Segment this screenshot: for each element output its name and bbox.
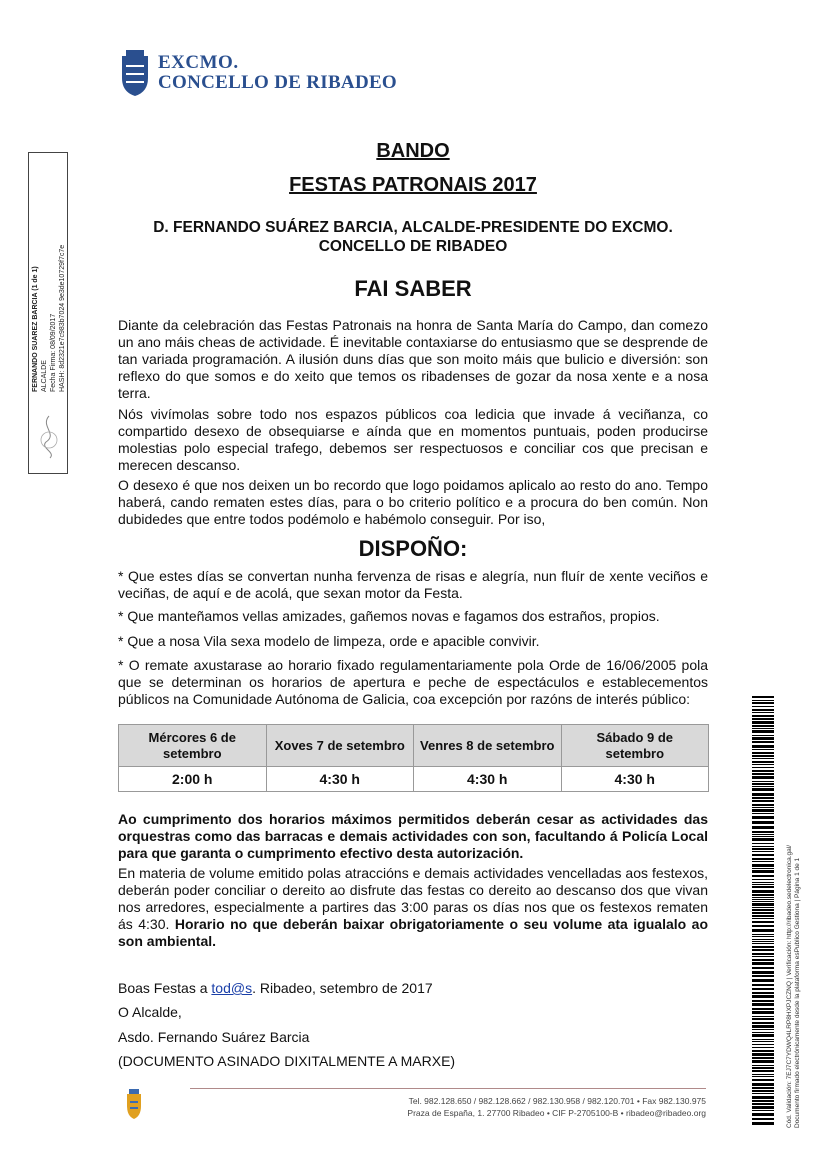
barcode-bar <box>752 870 774 873</box>
barcode-bar <box>752 929 774 932</box>
barcode-bar <box>752 809 774 812</box>
barcode-bar <box>752 1083 774 1086</box>
barcode-bar <box>752 995 774 998</box>
barcode-bar <box>752 1003 774 1006</box>
barcode-bar <box>752 921 774 923</box>
barcode-bar <box>752 897 774 898</box>
barcode-bar <box>752 884 774 885</box>
barcode-bar <box>752 1106 774 1109</box>
bullet-2: * Que manteñamos vellas amizades, gañemos novas e fagamos dos estraños, propios. <box>118 608 660 624</box>
paragraph-1: Diante da celebración das Festas Patronais na honra de Santa María do Campo, dan comezo un ano máis cheas de actividade. É inevitable contaxiarse do entusiasmo que se desprende de tan variada programación. A ilusión duns días que son moito máis que bulicio e diversión: son reflexo do que somos e do xeito que temos os ribadenses de gozar da nosa xente e a nosa terra. <box>118 317 708 401</box>
barcode-bar <box>752 1044 774 1045</box>
barcode-bar <box>752 728 774 729</box>
barcode-bar <box>752 901 774 902</box>
barcode-bar <box>752 1110 774 1111</box>
barcode-bar <box>752 712 774 713</box>
barcode-bar <box>752 1053 774 1056</box>
barcode-bar <box>752 894 774 896</box>
barcode-bar <box>752 1065 774 1066</box>
barcode-bar <box>752 1034 774 1037</box>
paragraph-2: Nós vivímolas sobre todo nos espazos públicos coa ledicia que invade á veciñanza, co compartido desexo de obsequiarse e aínda que en momentos puntuais, poden producirse molestias polo especial trafego, debemos ser respectuosos e conciliar cos que precisan e merecen descanso. <box>118 406 708 473</box>
barcode-bar <box>752 925 774 927</box>
barcode-bar <box>752 781 774 782</box>
barcode-bar <box>752 696 774 698</box>
barcode-bar <box>752 793 774 796</box>
barcode-bar <box>752 741 774 743</box>
verification-text <box>786 748 802 1128</box>
barcode-bar <box>752 899 774 900</box>
barcode-bar <box>752 1093 774 1094</box>
barcode-bar <box>752 915 774 917</box>
barcode-bar <box>752 718 774 720</box>
paragraph-3: O desexo é que nos deixen un bo recordo que logo poidamos aplicalo ao resto do ano. Tempo haberá, cando rematen estes días, para o bo criterio político e a procura do ben común. Non dubidedes que entre todos podémolo e habémolo conseguir. Por iso, <box>118 477 708 527</box>
barcode-bar <box>752 749 774 750</box>
barcode-bar <box>752 730 774 733</box>
footer-contact: Tel. 982.128.650 / 982.128.662 / 982.130.958 / 982.120.701 • Fax 982.130.975 <box>408 1096 706 1106</box>
barcode-bar <box>752 1057 774 1059</box>
coat-of-arms-icon <box>118 48 152 98</box>
signature-hash: HASH: 8d2321e7c983b7024 9e3de10729f7c7e <box>59 244 66 392</box>
barcode-bar <box>752 971 774 974</box>
signer-name: FERNANDO SUAREZ BARCIA (1 de 1) <box>32 266 39 392</box>
barcode-bar <box>752 882 774 883</box>
barcode-bar <box>752 725 774 727</box>
barcode-bar <box>752 758 774 759</box>
barcode-bar <box>752 1050 774 1052</box>
greeting-post: . Ribadeo, setembro de 2017 <box>252 980 433 996</box>
bullet-4: * O remate axustarase ao horario fixado regulamentariamente pola Orde de 16/06/2005 pola que se determinan os horarios de apertura e peche de espectáculos e establecementos públicos na Comunidade Autónoma de Galicia, coa excepción por razóns de interés público: <box>118 657 708 707</box>
barcode-bar <box>752 946 774 948</box>
barcode-bar <box>752 875 774 877</box>
table-cell: 4:30 h <box>561 767 709 792</box>
barcode-bar <box>752 918 774 919</box>
barcode-bar <box>752 936 774 937</box>
barcode-bar <box>752 1074 774 1075</box>
title-bando: BANDO <box>376 140 450 162</box>
signature-mark-icon <box>36 412 62 462</box>
barcode-bar <box>752 848 774 850</box>
barcode-bar <box>752 939 774 940</box>
greeting-pre: Boas Festas a <box>118 980 212 996</box>
barcode-bar <box>752 838 774 841</box>
barcode-bar <box>752 826 774 829</box>
alcalde-line: O Alcalde, <box>118 1004 182 1020</box>
volume-text: En materia de volume emitido polas atraccións e demais actividades vencelladas aos festexos, deberán poder conciliar o dereito ao disfrute das festas co dereito ao descanso dos que vivan nos arredores, especialmente a partires das 3:00 paras os días nos que os festexos rematen ás 4:30. <box>118 865 708 932</box>
barcode-bar <box>752 1022 774 1024</box>
barcode-bar <box>752 890 774 893</box>
barcode-bar <box>752 700 774 701</box>
barcode-bar <box>752 800 774 802</box>
barcode-bar <box>752 807 774 808</box>
barcode-bar <box>752 879 774 880</box>
barcode-bar <box>752 1016 774 1017</box>
table-header-cell: Venres 8 de setembro <box>414 725 562 767</box>
barcode-bar <box>752 715 774 717</box>
barcode-bar <box>752 967 774 969</box>
table-cell: 4:30 h <box>414 767 562 792</box>
barcode-bar <box>752 868 774 869</box>
barcode-bar <box>752 1029 774 1030</box>
table-header-cell: Sábado 9 de setembro <box>561 725 709 767</box>
table-header-cell: Mércores 6 de setembro <box>119 725 267 767</box>
barcode-bar <box>752 767 774 768</box>
barcode-bar <box>752 975 774 977</box>
barcode-bar <box>752 1103 774 1105</box>
barcode-bar <box>752 1039 774 1040</box>
barcode-bar <box>752 854 774 856</box>
barcode-bar <box>752 735 774 736</box>
barcode-bar <box>752 984 774 986</box>
barcode-bar <box>752 773 774 775</box>
verification-line1: Cód. Validación: 7EJ7C7YDWQ4LRP8HXPJCZNQ | Verificación: http://ribadeo.sedelectronica.gal/ <box>786 844 793 1128</box>
barcode-bar <box>752 861 774 862</box>
barcode-bar <box>752 1122 774 1125</box>
barcode-bar <box>752 709 774 711</box>
footer-address: Praza de España, 1. 27700 Ribadeo • CIF P-2705100-B • ribadeo@ribadeo.org <box>407 1108 706 1118</box>
barcode-bar <box>752 956 774 957</box>
signer-role: ALCALDE <box>41 360 48 392</box>
barcode-bar <box>752 745 774 748</box>
barcode-bar <box>752 1090 774 1092</box>
barcode-bar <box>752 737 774 740</box>
table-row <box>119 767 709 792</box>
verification-barcode <box>752 696 774 1126</box>
barcode-bar <box>752 843 774 844</box>
greeting-line <box>118 980 433 996</box>
footer-logo-icon <box>124 1088 144 1120</box>
barcode-bar <box>752 959 774 961</box>
barcode-bar <box>752 953 774 955</box>
barcode-bar <box>752 903 774 906</box>
barcode-bar <box>752 834 774 835</box>
barcode-bar <box>752 864 774 867</box>
barcode-bar <box>752 770 774 772</box>
barcode-bar <box>752 886 774 888</box>
logo-line2: CONCELLO DE RIBADEO <box>158 72 398 93</box>
logo-line1: EXCMO. <box>158 52 239 73</box>
barcode-bar <box>752 949 774 951</box>
barcode-bar <box>752 804 774 806</box>
barcode-bar <box>752 721 774 724</box>
table-header-row <box>119 725 709 767</box>
barcode-bar <box>752 1008 774 1010</box>
table-header-cell: Xoves 7 de setembro <box>266 725 414 767</box>
barcode-bar <box>752 1032 774 1033</box>
signature-date: Fecha Firma: 08/09/2017 <box>50 313 57 392</box>
barcode-bar <box>752 1070 774 1072</box>
barcode-bar <box>752 1060 774 1063</box>
bullet-3: * Que a nosa Vila sexa modelo de limpeza, orde e apacible convivir. <box>118 633 540 649</box>
barcode-bar <box>752 1047 774 1048</box>
fai-saber-heading: FAI SABER <box>354 276 472 301</box>
table-cell: 4:30 h <box>266 767 414 792</box>
volume-bold-text: Horario no que deberán baixar obrigatoriamente o seu volume ata igualalo ao son ambiental. <box>118 916 708 949</box>
barcode-bar <box>752 934 774 935</box>
barcode-bar <box>752 776 774 779</box>
barcode-bar <box>752 1025 774 1028</box>
barcode-bar <box>752 761 774 763</box>
barcode-bar <box>752 941 774 942</box>
barcode-bar <box>752 783 774 785</box>
barcode-bar <box>752 1079 774 1081</box>
barcode-bar <box>752 1000 774 1002</box>
barcode-bar <box>752 764 774 765</box>
barcode-bar <box>752 1076 774 1077</box>
barcode-bar <box>752 1067 774 1069</box>
barcode-bar <box>752 988 774 990</box>
barcode-bar <box>752 706 774 707</box>
signed-line: Asdo. Fernando Suárez Barcia <box>118 1029 310 1045</box>
barcode-bar <box>752 1041 774 1042</box>
barcode-bar <box>752 1087 774 1089</box>
barcode-bar <box>752 846 774 847</box>
barcode-bar <box>752 1100 774 1102</box>
dispono-heading: DISPOÑO: <box>358 536 468 561</box>
barcode-bar <box>752 858 774 860</box>
municipality-logo <box>118 48 398 100</box>
greeting-link[interactable]: tod@s <box>211 980 253 996</box>
barcode-bar <box>752 943 774 944</box>
barcode-bar <box>752 1096 774 1099</box>
barcode-bar <box>752 755 774 757</box>
barcode-bar <box>752 836 774 837</box>
barcode-bar <box>752 788 774 791</box>
barcode-bar <box>752 1118 774 1120</box>
barcode-bar <box>752 702 774 704</box>
volume-paragraph <box>118 865 708 950</box>
barcode-bar <box>752 851 774 852</box>
digital-signature-note: (DOCUMENTO ASINADO DIXITALMENTE A MARXE) <box>118 1053 456 1069</box>
barcode-bar <box>752 821 774 824</box>
bullet-1: * Que estes días se convertan nunha fervenza de risas e alegría, nun fluír de xente veciños e veciñas, de aquí e de acolá, que sexan motor da Festa. <box>118 568 708 601</box>
barcode-bar <box>752 979 774 982</box>
barcode-bar <box>752 797 774 799</box>
footer-divider <box>190 1088 706 1089</box>
barcode-bar <box>752 962 774 965</box>
barcode-bar <box>752 912 774 914</box>
barcode-bar <box>752 909 774 911</box>
barcode-bar <box>752 1018 774 1020</box>
barcode-bar <box>752 907 774 908</box>
barcode-bar <box>752 786 774 787</box>
barcode-bar <box>752 752 774 754</box>
barcode-bar <box>752 831 774 833</box>
barcode-bar <box>752 992 774 994</box>
schedule-table <box>118 724 709 792</box>
title-festas: FESTAS PATRONAIS 2017 <box>289 174 537 196</box>
barcode-bar <box>752 816 774 819</box>
alcalde-heading: D. FERNANDO SUÁREZ BARCIA, ALCALDE-PRESIDENTE DO EXCMO. CONCELLO DE RIBADEO <box>153 219 673 255</box>
police-paragraph: Ao cumprimento dos horarios máximos permitidos deberán cesar as actividades das orquestras como das barracas e demais actividades con son, facultando á Policía Local para que garanta o cumprimento efectivo desta autorización. <box>118 811 708 861</box>
verification-line2: Documento firmado electrónicamente desde la plataforma esPublico Gestiona | Página 1 de 1 <box>794 857 801 1128</box>
barcode-bar <box>752 1113 774 1116</box>
table-cell: 2:00 h <box>119 767 267 792</box>
barcode-bar <box>752 813 774 814</box>
barcode-bar <box>752 1011 774 1014</box>
